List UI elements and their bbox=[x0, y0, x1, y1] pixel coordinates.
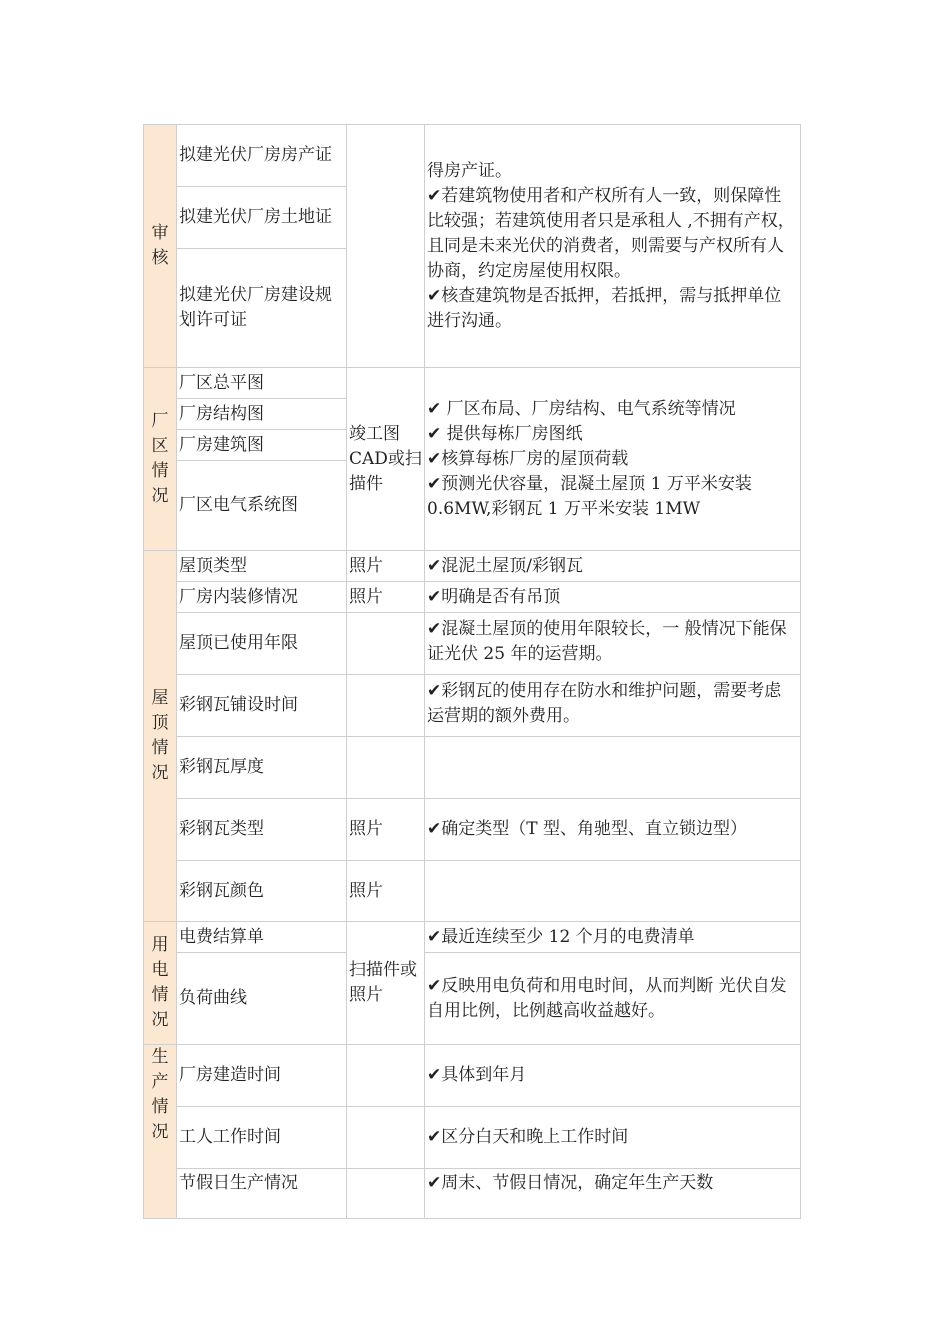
category-label: 用电情况 bbox=[151, 935, 169, 1030]
note-line: ✔预测光伏容量，混凝土屋顶 1 万平米安装 0.6MW,彩钢瓦 1 万平米安装 1MW bbox=[427, 473, 752, 519]
note-cell: ✔混凝土屋顶的使用年限较长，一 般情况下能保证光伏 25 年的运营期。 bbox=[425, 613, 801, 675]
material-cell bbox=[347, 613, 425, 675]
category-cell bbox=[144, 368, 177, 551]
category-cell bbox=[144, 1045, 177, 1219]
note-cell: ✔彩钢瓦的使用存在防水和维护问题，需要考虑运营期的额外费用。 bbox=[425, 675, 801, 737]
note-cell: ✔反映用电负荷和用电时间，从而判断 光伏自发自用比例，比例越高收益越好。 bbox=[425, 953, 801, 1045]
category-cell bbox=[144, 125, 177, 368]
category-label: 屋顶情况 bbox=[151, 688, 169, 783]
material-cell bbox=[347, 675, 425, 737]
item-cell: 彩钢瓦颜色 bbox=[177, 861, 347, 922]
material-cell: 照片 bbox=[347, 861, 425, 922]
note-line: ✔核查建筑物是否抵押，若抵押，需与抵押单位进行沟通。 bbox=[427, 285, 782, 331]
material-cell: 照片 bbox=[347, 582, 425, 613]
note-cell: ✔最近连续至少 12 个月的电费清单 bbox=[425, 922, 801, 953]
requirements-table bbox=[143, 124, 801, 1219]
material-cell bbox=[347, 737, 425, 799]
item-cell: 彩钢瓦类型 bbox=[177, 799, 347, 861]
item-cell: 屋顶类型 bbox=[177, 551, 347, 582]
material-cell bbox=[347, 1045, 425, 1107]
item-cell: 拟建光伏厂房土地证 bbox=[177, 187, 347, 249]
category-cell bbox=[144, 551, 177, 922]
category-label: 厂区情况 bbox=[151, 411, 169, 506]
item-cell: 厂区电气系统图 bbox=[177, 461, 347, 551]
note-cell: ✔具体到年月 bbox=[425, 1045, 801, 1107]
item-cell: 拟建光伏厂房房产证 bbox=[177, 125, 347, 187]
category-cell bbox=[144, 922, 177, 1045]
note-cell: ✔明确是否有吊顶 bbox=[425, 582, 801, 613]
material-cell bbox=[347, 1107, 425, 1169]
item-cell: 负荷曲线 bbox=[177, 953, 347, 1045]
note-cell: ✔区分白天和晚上工作时间 bbox=[425, 1107, 801, 1169]
item-cell: 电费结算单 bbox=[177, 922, 347, 953]
material-cell: 照片 bbox=[347, 551, 425, 582]
category-label: 审核 bbox=[151, 223, 169, 268]
item-cell: 彩钢瓦厚度 bbox=[177, 737, 347, 799]
item-cell: 厂房建筑图 bbox=[177, 430, 347, 461]
note-cell bbox=[425, 125, 801, 368]
item-cell: 节假日生产情况 bbox=[177, 1169, 347, 1219]
material-cell bbox=[347, 125, 425, 368]
item-cell: 厂房内装修情况 bbox=[177, 582, 347, 613]
note-line: 得房产证。 bbox=[427, 160, 512, 181]
item-cell: 工人工作时间 bbox=[177, 1107, 347, 1169]
note-cell bbox=[425, 861, 801, 922]
note-cell: ✔混泥土屋顶/彩钢瓦 bbox=[425, 551, 801, 582]
item-cell: 屋顶已使用年限 bbox=[177, 613, 347, 675]
note-cell: ✔确定类型（T 型、角驰型、直立锁边型） bbox=[425, 799, 801, 861]
category-label: 生产情况 bbox=[151, 1047, 169, 1142]
material-cell: 照片 bbox=[347, 799, 425, 861]
note-cell bbox=[425, 737, 801, 799]
note-cell bbox=[425, 368, 801, 551]
material-cell bbox=[347, 1169, 425, 1219]
note-line: ✔ 提供每栋厂房图纸 bbox=[427, 423, 583, 444]
item-cell: 拟建光伏厂房建设规划许可证 bbox=[177, 249, 347, 368]
note-line: ✔核算每栋厂房的屋顶荷载 bbox=[427, 448, 629, 469]
item-cell: 厂房建造时间 bbox=[177, 1045, 347, 1107]
note-cell: ✔周末、节假日情况，确定年生产天数 bbox=[425, 1169, 801, 1219]
item-cell: 彩钢瓦铺设时间 bbox=[177, 675, 347, 737]
item-cell: 厂区总平图 bbox=[177, 368, 347, 399]
item-cell: 厂房结构图 bbox=[177, 399, 347, 430]
material-cell: 扫描件或照片 bbox=[347, 922, 425, 1045]
note-line: ✔若建筑物使用者和产权所有人一致，则保障性比较强；若建筑使用者只是承租人 ,不拥有产权，且同是未来光伏的消费者，则需要与产权所有人协商，约定房屋使用权限。 bbox=[427, 185, 795, 281]
note-line: ✔ 厂区布局、厂房结构、电气系统等情况 bbox=[427, 398, 736, 419]
material-cell: 竣工图CAD或扫描件 bbox=[347, 368, 425, 551]
